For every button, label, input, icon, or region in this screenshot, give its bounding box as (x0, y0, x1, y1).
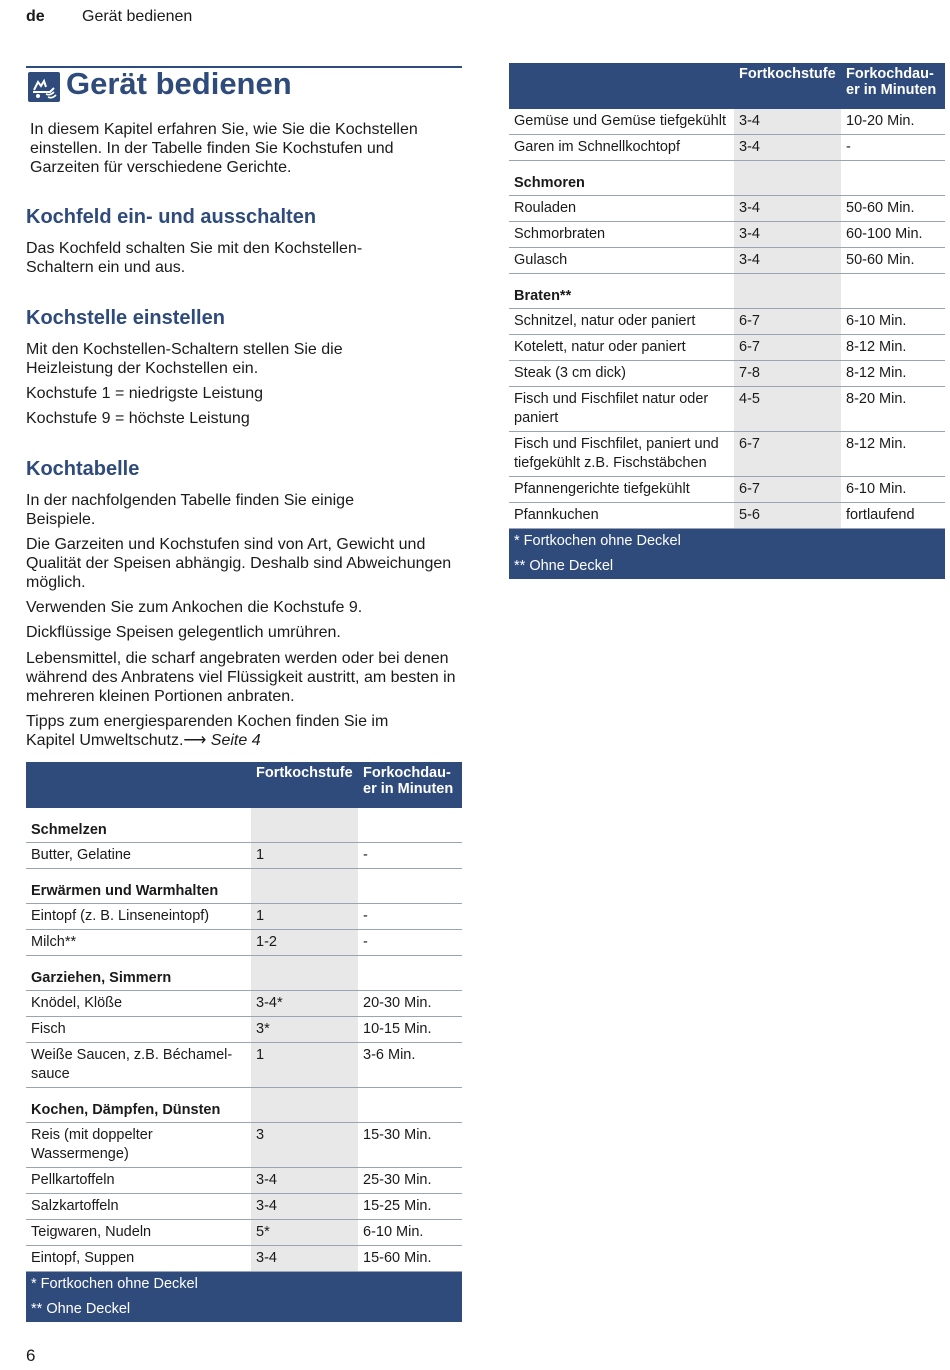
table-cell: 6-10 Min. (841, 477, 945, 503)
table-cell: 20-30 Min. (358, 991, 462, 1017)
table-cell: Weiße Saucen, z.B. Béchamel-sauce (26, 1043, 251, 1088)
header-duration: Forkochdau- er in Minuten (841, 63, 945, 109)
category-row (26, 956, 462, 991)
table-cell: 3-4 (734, 109, 841, 135)
table-row (26, 1168, 462, 1194)
header-level: Fortkochstufe (734, 63, 841, 109)
table-cell: 3-4 (734, 196, 841, 222)
table-row (509, 222, 945, 248)
table-cell: Reis (mit doppelter Wassermenge) (26, 1123, 251, 1168)
table-row (26, 1043, 462, 1088)
table-cell: 6-10 Min. (841, 309, 945, 335)
category-row (26, 1088, 462, 1123)
section-text-on-off: Das Kochfeld schalten Sie mit den Kochstellen-Schaltern ein und aus. (26, 240, 363, 276)
table-cell: Garen im Schnellkochtopf (509, 135, 734, 161)
table-cell: Butter, Gelatine (26, 843, 251, 869)
table-cell: 6-7 (734, 335, 841, 361)
table-cell: Kotelett, natur oder paniert (509, 335, 734, 361)
table-cell: 6-7 (734, 309, 841, 335)
table-cell: Knödel, Klöße (26, 991, 251, 1017)
table-row (26, 1017, 462, 1043)
table-cell (251, 1088, 358, 1123)
table-cell (251, 808, 358, 843)
table-cell: 3-4 (251, 1194, 358, 1220)
section-heading-cooking-table: Kochtabelle (26, 458, 140, 480)
table-cell: 8-20 Min. (841, 387, 945, 432)
table-cell: * Fortkochen ohne Deckel (509, 529, 945, 554)
table-cell: Salzkartoffeln (26, 1194, 251, 1220)
table-cell: 50-60 Min. (841, 248, 945, 274)
table-cell: 1 (251, 904, 358, 930)
table-cell: 3-4* (251, 991, 358, 1017)
cooking-table-right (509, 63, 945, 579)
table-cell: - (358, 930, 462, 956)
table-cell (358, 1088, 462, 1123)
table-row (26, 930, 462, 956)
table-cell: Erwärmen und Warmhalten (26, 869, 251, 904)
footnote-row (26, 1272, 462, 1297)
table-row (509, 432, 945, 477)
table-cell (734, 161, 841, 196)
table-cell (358, 808, 462, 843)
header-food (509, 63, 734, 109)
table-cell: 8-12 Min. (841, 432, 945, 477)
table-cell (734, 274, 841, 309)
table-row (26, 1123, 462, 1168)
level-min-line: Kochstufe 1 = niedrigste Leistung (26, 385, 264, 402)
table-cell: Eintopf (z. B. Linseneintopf) (26, 904, 251, 930)
table-cell (251, 869, 358, 904)
table-cell: 1-2 (251, 930, 358, 956)
table-cell: 8-12 Min. (841, 361, 945, 387)
category-row (26, 808, 462, 843)
category-row (26, 869, 462, 904)
table-cell: 3 (251, 1123, 358, 1168)
table-row (509, 135, 945, 161)
footnote-row (509, 529, 945, 554)
section-heading-set-zone: Kochstelle einstellen (26, 307, 225, 329)
table-cell: 4-5 (734, 387, 841, 432)
table-cell: Schmoren (509, 161, 734, 196)
running-header-title: Gerät bedienen (82, 8, 193, 25)
table-row (26, 1220, 462, 1246)
table-cell: 10-15 Min. (358, 1017, 462, 1043)
header-duration: Forkochdau- er in Minuten (358, 762, 462, 808)
table-cell: Schnitzel, natur oder paniert (509, 309, 734, 335)
header-food (26, 762, 251, 808)
table-cell: 1 (251, 1043, 358, 1088)
table-cell: 60-100 Min. (841, 222, 945, 248)
table-cell: Kochen, Dämpfen, Dünsten (26, 1088, 251, 1123)
footnote-row (26, 1297, 462, 1322)
searing-paragraph: Lebensmittel, die scharf angebraten werden oder bei denen während des Anbratens viel Flüssigkeit austritt, am besten in mehreren kleinen Portionen anbraten. (26, 650, 456, 705)
table-cell (841, 161, 945, 196)
table-cell: Schmelzen (26, 808, 251, 843)
table-cell: 3-4 (251, 1168, 358, 1194)
table-cell (358, 869, 462, 904)
table-cell (358, 956, 462, 991)
language-code: de (26, 8, 45, 25)
table-cell: 3-6 Min. (358, 1043, 462, 1088)
table-cell: 8-12 Min. (841, 335, 945, 361)
variation-paragraph: Die Garzeiten und Kochstufen sind von Art, Gewicht und Qualität der Speisen abhängig. Deshalb sind Abweichungen möglich. (26, 536, 452, 591)
table-cell: fortlaufend (841, 503, 945, 529)
table-cell: Rouladen (509, 196, 734, 222)
table-cell: Fisch und Fischfilet natur oder paniert (509, 387, 734, 432)
category-row (509, 161, 945, 196)
table-cell: 3-4 (734, 222, 841, 248)
table-cell: 6-7 (734, 477, 841, 503)
table-cell: - (841, 135, 945, 161)
table-cell: - (358, 843, 462, 869)
stir-paragraph: Dickflüssige Speisen gelegentlich umrühren. (26, 624, 341, 641)
table-cell: Steak (3 cm dick) (509, 361, 734, 387)
table-cell: 5* (251, 1220, 358, 1246)
table-header-row (26, 762, 462, 808)
header-level: Fortkochstufe (251, 762, 358, 808)
long-right-arrow-icon: ⟶ (183, 732, 207, 749)
table-row (26, 904, 462, 930)
table-cell: Pellkartoffeln (26, 1168, 251, 1194)
table-cell: 1 (251, 843, 358, 869)
level-max-line: Kochstufe 9 = höchste Leistung (26, 410, 250, 427)
table-cell: Teigwaren, Nudeln (26, 1220, 251, 1246)
table-cell: 3* (251, 1017, 358, 1043)
table-row (509, 387, 945, 432)
chapter-title: Gerät bedienen (66, 66, 292, 101)
table-cell: Eintopf, Suppen (26, 1246, 251, 1272)
table-cell: Pfannkuchen (509, 503, 734, 529)
footnote-row (509, 554, 945, 579)
table-cell: ** Ohne Deckel (509, 554, 945, 579)
table-row (509, 109, 945, 135)
table-cell: * Fortkochen ohne Deckel (26, 1272, 462, 1297)
category-row (509, 274, 945, 309)
table-cell: Milch** (26, 930, 251, 956)
section-text-set-zone: Mit den Kochstellen-Schaltern stellen Sie die Heizleistung der Kochstellen ein. (26, 341, 343, 377)
page-reference-link[interactable]: Seite 4 (210, 732, 261, 749)
table-intro-paragraph: In der nachfolgenden Tabelle finden Sie einige Beispiele. (26, 492, 354, 528)
table-cell: Gemüse und Gemüse tiefgekühlt (509, 109, 734, 135)
table-cell: Fisch und Fischfilet, paniert und tiefgekühlt z.B. Fischstäbchen (509, 432, 734, 477)
parboil-paragraph: Verwenden Sie zum Ankochen die Kochstufe 9. (26, 599, 363, 616)
table-cell: 7-8 (734, 361, 841, 387)
table-cell (841, 274, 945, 309)
table-cell: 15-30 Min. (358, 1123, 462, 1168)
table-cell: 10-20 Min. (841, 109, 945, 135)
table-cell (251, 956, 358, 991)
table-cell: 3-4 (734, 135, 841, 161)
table-cell: 5-6 (734, 503, 841, 529)
cooking-table-left (26, 762, 462, 1322)
tips-text: Tipps zum energiesparenden Kochen finden Sie im Kapitel Umweltschutz. (26, 713, 389, 749)
table-cell: Schmorbraten (509, 222, 734, 248)
table-cell: - (358, 904, 462, 930)
table-cell: 15-25 Min. (358, 1194, 462, 1220)
chapter-title-block (26, 66, 462, 101)
table-row (509, 248, 945, 274)
table-cell: Pfannengerichte tiefgekühlt (509, 477, 734, 503)
section-heading-on-off: Kochfeld ein- und ausschalten (26, 206, 317, 228)
page-number: 6 (26, 1346, 36, 1365)
hand-cooktop-icon (28, 72, 60, 102)
table-row (509, 477, 945, 503)
intro-paragraph: In diesem Kapitel erfahren Sie, wie Sie die Kochstellen einstellen. In der Tabelle finden Sie Kochstufen und Garzeiten für verschiedene Gerichte. (30, 121, 418, 176)
table-cell: Gulasch (509, 248, 734, 274)
table-row (509, 361, 945, 387)
table-row (509, 503, 945, 529)
table-cell: 3-4 (734, 248, 841, 274)
table-row (509, 196, 945, 222)
tips-paragraph (26, 712, 436, 750)
table-row (26, 1246, 462, 1272)
table-cell: 15-60 Min. (358, 1246, 462, 1272)
table-cell: 25-30 Min. (358, 1168, 462, 1194)
table-cell: Braten** (509, 274, 734, 309)
table-cell: 50-60 Min. (841, 196, 945, 222)
table-cell: 6-10 Min. (358, 1220, 462, 1246)
table-header-row (509, 63, 945, 109)
table-cell: 6-7 (734, 432, 841, 477)
table-row (26, 991, 462, 1017)
table-row (26, 1194, 462, 1220)
table-cell: 3-4 (251, 1246, 358, 1272)
table-row (509, 335, 945, 361)
table-row (509, 309, 945, 335)
table-cell: Garziehen, Simmern (26, 956, 251, 991)
table-cell: Fisch (26, 1017, 251, 1043)
table-row (26, 843, 462, 869)
table-cell: ** Ohne Deckel (26, 1297, 462, 1322)
